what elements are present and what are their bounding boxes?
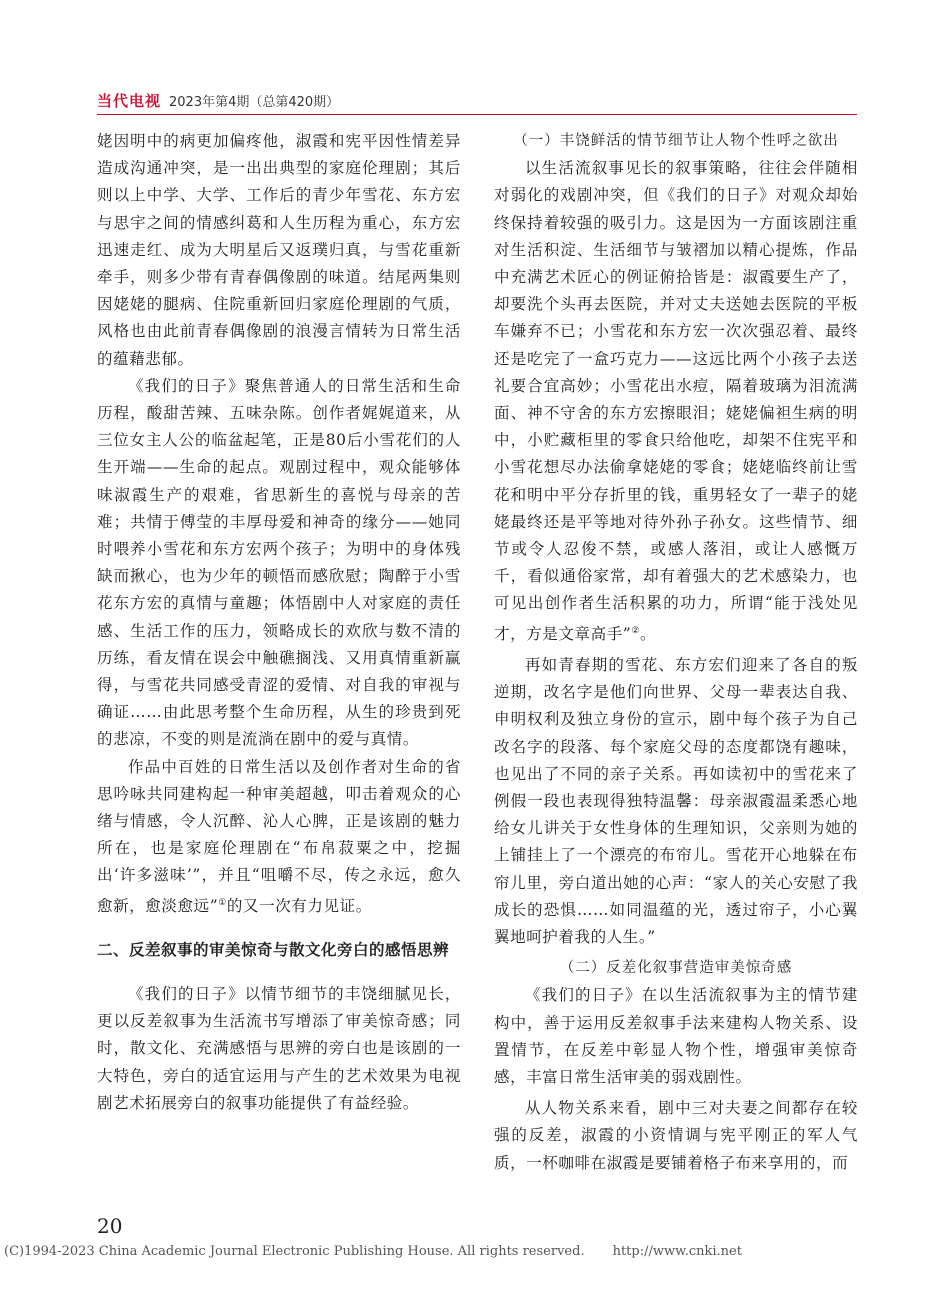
subheading-1: （一）丰饶鲜活的情节细节让人物个性呼之欲出 — [513, 133, 839, 149]
left-column — [97, 128, 461, 1117]
footnote-ref-2[interactable]: ② — [631, 625, 640, 636]
left-paragraph-3-tail: 的又一次有力见证。 — [226, 896, 372, 915]
right-paragraph-1 — [494, 155, 858, 648]
right-paragraph-1-tail: 。 — [640, 624, 657, 643]
footnote-ref-1[interactable]: ① — [218, 897, 227, 908]
right-column — [494, 128, 858, 1177]
left-paragraph-4: 《我们的日子》以情节细节的丰饶细腻见长，更以反差叙事为生活流书写增添了审美惊奇感；同时，散文化、充满感悟与思辨的旁白也是该剧的一大特色，旁白的适宜运用与产生的艺术效果为电视剧艺术拓展旁白的叙事功能提供了有益经验。 — [97, 985, 461, 1112]
right-paragraph-1-text: 以生活流叙事见长的叙事策略，往往会伴随相对弱化的戏剧冲突，但《我们的日子》对观众却始终保持着较强的吸引力。这是因为一方面该剧注重对生活积淀、生活细节与皱褶加以精心提炼，作品中充满艺术匠心的例证俯拾皆是：淑霞要生产了，却要洗个头再去医院，并对丈夫送她去医院的平板车嫌弃不已；小雪花和东方宏一次次强忍着、最终还是吃完了一盒巧克力——这远比两个小孩子去送礼要合宜高妙；小雪花出水痘，隔着玻璃为泪流满面、神不守舍的东方宏擦眼泪；姥姥偏袒生病的明中，小贮藏柜里的零食只给他吃，却架不住宪平和小雪花想尽办法偷拿姥姥的零食；姥姥临终前让雪花和明中平分存折里的钱，重男轻女了一辈子的姥姥最终还是平等地对待外孙子孙女。这些情节、细节或令人忍俊不禁，或感人落泪，或让人感慨万千，看似通俗家常，却有着强大的艺术感染力，也可见出创作者生活积累的功力，所谓“能于浅处见才，方是文章高手” — [494, 159, 858, 643]
left-paragraph-1: 姥因明中的病更加偏疼他，淑霞和宪平因性情差异造成沟通冲突，是一出出典型的家庭伦理剧；其后则以上中学、大学、工作后的青少年雪花、东方宏与思宇之间的情感纠葛和人生历程为重心，东方宏迅速走红、成为大明星后又返璞归真，与雪花重新牵手，则多少带有青春偶像剧的味道。结尾两集则因姥姥的腿病、住院重新回归家庭伦理剧的气质，风格也由此前青春偶像剧的浪漫言情转为日常生活的蕴藉悲郁。 — [97, 132, 461, 368]
right-paragraph-2: 再如青春期的雪花、东方宏们迎来了各自的叛逆期，改名字是他们向世界、父母一辈表达自我、申明权利及独立身份的宣示，剧中每个孩子为自己改名字的段落、每个家庭父母的态度都饶有趣味，也见出了不同的亲子关系。再如读初中的雪花来了例假一段也表现得独特温馨：母亲淑霞温柔悉心地给女儿讲关于女性身体的生理知识，父亲则为她的上铺挂上了一个漂亮的布帘儿。雪花开心地躲在布帘儿里，旁白道出她的心声：“家人的关心安慰了我成长的恐惧……如同温蕴的光，透过帘子，小心翼翼地呵护着我的人生。” — [494, 656, 858, 947]
journal-name: 当代电视 — [97, 92, 162, 110]
running-header — [97, 90, 857, 112]
copyright-text: (C)1994-2023 China Academic Journal Electronic Publishing House. All rights reserved. — [4, 1244, 585, 1259]
right-paragraph-4: 从人物关系来看，剧中三对夫妻之间都存在较强的反差，淑霞的小资情调与宪平刚正的军人气质，一杯咖啡在淑霞是要铺着格子布来享用的，而 — [494, 1099, 858, 1172]
copyright-footer — [4, 1244, 742, 1259]
header-rule — [97, 114, 857, 115]
left-paragraph-2: 《我们的日子》聚焦普通人的日常生活和生命历程，酸甜苦辣、五味杂陈。创作者娓娓道来，从三位女主人公的临盆起笔，正是80后小雪花们的人生开端——生命的起点。观剧过程中，观众能够体味淑霞生产的艰难，省思新生的喜悦与母亲的苦难；共情于傅莹的丰厚母爱和神奇的缘分——她同时喂养小雪花和东方宏两个孩子；为明中的身体残缺而揪心，也为少年的顿悟而感欣慰；陶醉于小雪花东方宏的真情与童趣；体悟剧中人对家庭的责任感、生活工作的压力，领略成长的欢欣与数不清的历练，看友情在误会中触礁搁浅、又用真情重新赢得，与雪花共同感受青涩的爱情、对自我的审视与确证……由此思考整个生命历程，从生的珍贵到死的悲凉，不变的则是流淌在剧中的爱与真情。 — [97, 376, 461, 749]
issue-info: 2023年第4期（总第420期） — [169, 95, 340, 110]
subheading-2: （二）反差化叙事营造审美惊奇感 — [559, 960, 793, 977]
cnki-link[interactable]: http://www.cnki.net — [612, 1244, 742, 1259]
left-paragraph-3 — [97, 754, 461, 920]
right-paragraph-3: 《我们的日子》在以生活流叙事为主的情节建构中，善于运用反差叙事手法来建构人物关系、设置情节，在反差中彰显人物个性，增强审美惊奇感，丰富日常生活审美的弱戏剧性。 — [494, 986, 858, 1087]
section-heading: 二、反差叙事的审美惊奇与散文化旁白的感悟思辨 — [97, 941, 450, 960]
page-number: 20 — [97, 1214, 123, 1238]
left-paragraph-3-text: 作品中百姓的日常生活以及创作者对生命的省思吟咏共同建构起一种审美超越，叩击着观众的心绪与情感，令人沉醉、沁人心脾，正是该剧的魅力所在，也是家庭伦理剧在“布帛菽粟之中，挖掘出‘许多滋味’”，并且“咀嚼不尽，传之永远，愈久愈新，愈淡愈远” — [97, 757, 461, 915]
